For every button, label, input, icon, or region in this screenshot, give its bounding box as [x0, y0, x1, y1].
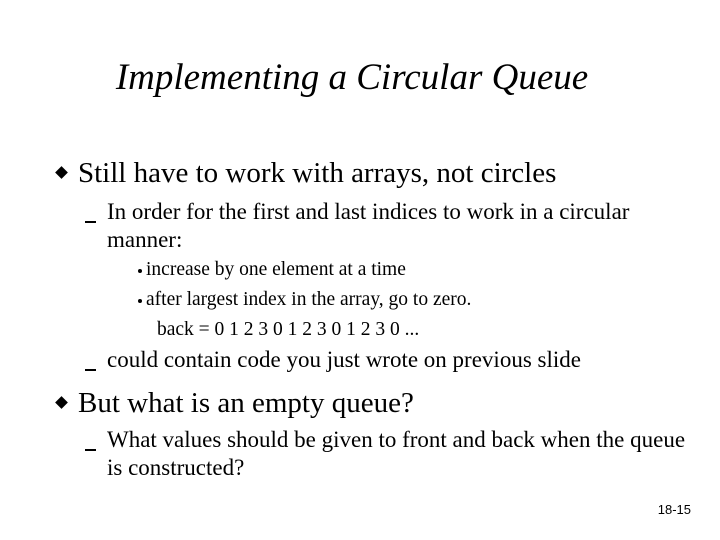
- slide-title: Implementing a Circular Queue: [115, 57, 589, 98]
- point-text: after largest index in the array, go to zero.: [146, 289, 472, 310]
- point-text: increase by one element at a time: [146, 259, 406, 280]
- page-number: 18-15: [657, 502, 691, 517]
- back-index-example: back = 0 1 2 3 0 1 2 3 0 1 2 3 0 ...: [157, 319, 420, 340]
- dash-bullet-icon: [85, 221, 96, 223]
- dash-bullet-icon: [85, 369, 96, 371]
- sub-bullet-text: could contain code you just wrote on previous slide: [107, 347, 581, 372]
- bullet-text: But what is an empty queue?: [78, 387, 414, 419]
- bullet-text: Still have to work with arrays, not circles: [78, 157, 557, 189]
- dot-bullet-icon: [138, 269, 142, 273]
- dot-bullet-icon: [138, 299, 142, 303]
- sub-bullet-text: What values should be given to front and back when the queue is constructed?: [107, 427, 686, 480]
- diamond-bullet-icon: [55, 396, 68, 409]
- diamond-bullet-icon: [55, 166, 68, 179]
- sub-bullet-text: In order for the first and last indices to work in a circular manner:: [107, 199, 630, 252]
- dash-bullet-icon: [85, 449, 96, 451]
